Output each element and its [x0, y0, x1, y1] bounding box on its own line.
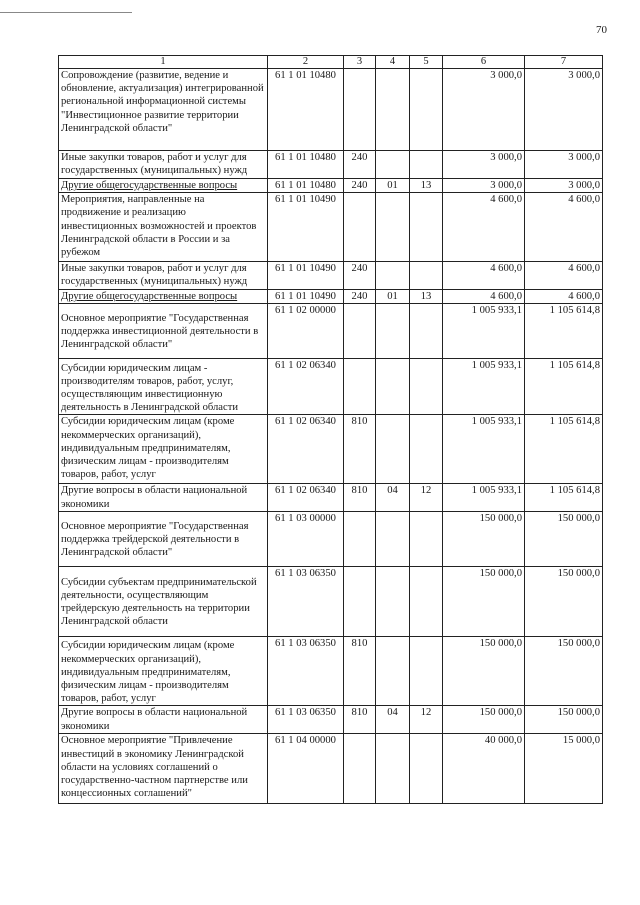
row-pr [410, 567, 443, 637]
row-vr [344, 193, 376, 262]
row-pr [410, 69, 443, 151]
row-pr: 13 [410, 290, 443, 304]
row-vr: 240 [344, 290, 376, 304]
row-sum-col7: 3 000,0 [525, 179, 603, 193]
header-cell: 7 [525, 56, 603, 69]
row-name: Мероприятия, направленные на продвижение и реализацию инвестиционных возможностей и проектов Ленинградской области в России и за рубежом [59, 193, 268, 262]
row-sum-col6: 150 000,0 [443, 512, 525, 567]
row-rz: 01 [376, 179, 410, 193]
row-rz [376, 567, 410, 637]
row-name: Иные закупки товаров, работ и услуг для государственных (муниципальных) нужд [59, 151, 268, 179]
row-sum-col7: 150 000,0 [525, 637, 603, 706]
row-sum-col7: 150 000,0 [525, 512, 603, 567]
row-pr: 13 [410, 179, 443, 193]
row-code: 61 1 01 10490 [268, 262, 344, 290]
table-row [59, 290, 603, 304]
row-rz [376, 415, 410, 484]
row-sum-col7: 150 000,0 [525, 706, 603, 734]
table-row [59, 151, 603, 179]
row-sum-col7: 1 105 614,8 [525, 304, 603, 359]
row-code: 61 1 02 06340 [268, 359, 344, 415]
row-rz [376, 637, 410, 706]
row-name: Субсидии юридическим лицам - производителям товаров, работ, услуг, осуществляющим инвестиционную деятельность в Ленинградской области [59, 359, 268, 415]
corner-rule [0, 12, 132, 13]
row-rz [376, 69, 410, 151]
row-sum-col6: 40 000,0 [443, 734, 525, 804]
row-rz [376, 151, 410, 179]
row-sum-col7: 4 600,0 [525, 262, 603, 290]
row-code: 61 1 03 00000 [268, 512, 344, 567]
row-name-text: Другие общегосударственные вопросы [61, 291, 238, 303]
row-rz: 01 [376, 290, 410, 304]
row-sum-col6: 150 000,0 [443, 567, 525, 637]
table-row [59, 359, 603, 415]
row-pr [410, 262, 443, 290]
row-sum-col6: 1 005 933,1 [443, 304, 525, 359]
header-cell: 5 [410, 56, 443, 69]
row-code: 61 1 03 06350 [268, 567, 344, 637]
row-vr: 810 [344, 484, 376, 512]
row-vr [344, 567, 376, 637]
table-row [59, 637, 603, 706]
row-sum-col6: 150 000,0 [443, 637, 525, 706]
table-row [59, 193, 603, 262]
row-vr: 810 [344, 706, 376, 734]
table-row [59, 484, 603, 512]
row-pr [410, 193, 443, 262]
row-sum-col7: 15 000,0 [525, 734, 603, 804]
table-row [59, 69, 603, 151]
row-name: Субсидии юридическим лицам (кроме некоммерческих организаций), индивидуальным предпринимателям, физическим лицам - производителям товаров, работ, услуг [59, 637, 268, 706]
row-pr [410, 734, 443, 804]
row-name: Субсидии субъектам предпринимательской деятельности, осуществляющим трейдерскую деятельность на территории Ленинградской области [59, 567, 268, 637]
row-rz [376, 304, 410, 359]
row-sum-col7: 150 000,0 [525, 567, 603, 637]
row-name: Субсидии юридическим лицам (кроме некоммерческих организаций), индивидуальным предпринимателям, физическим лицам - производителям товаров, работ, услуг [59, 415, 268, 484]
row-vr: 810 [344, 637, 376, 706]
row-pr [410, 415, 443, 484]
row-sum-col7: 4 600,0 [525, 193, 603, 262]
row-code: 61 1 02 06340 [268, 415, 344, 484]
row-name: Другие вопросы в области национальной экономики [59, 484, 268, 512]
row-rz: 04 [376, 484, 410, 512]
row-sum-col6: 3 000,0 [443, 151, 525, 179]
row-vr: 810 [344, 415, 376, 484]
row-vr [344, 512, 376, 567]
row-code: 61 1 01 10490 [268, 193, 344, 262]
row-name [59, 179, 268, 193]
row-sum-col7: 1 105 614,8 [525, 359, 603, 415]
row-sum-col7: 4 600,0 [525, 290, 603, 304]
header-cell: 4 [376, 56, 410, 69]
row-name: Основное мероприятие "Привлечение инвестиций в экономику Ленинградской области на условиях соглашений о государственно-частном партнерстве или концессионных соглашений" [59, 734, 268, 804]
row-vr: 240 [344, 151, 376, 179]
row-sum-col7: 3 000,0 [525, 151, 603, 179]
row-rz [376, 262, 410, 290]
row-pr: 12 [410, 706, 443, 734]
row-rz [376, 359, 410, 415]
row-pr [410, 304, 443, 359]
row-sum-col6: 1 005 933,1 [443, 415, 525, 484]
row-sum-col6: 150 000,0 [443, 706, 525, 734]
row-code: 61 1 02 00000 [268, 304, 344, 359]
header-row [59, 56, 603, 69]
table-row [59, 734, 603, 804]
row-code: 61 1 01 10480 [268, 69, 344, 151]
row-rz [376, 512, 410, 567]
row-sum-col7: 1 105 614,8 [525, 484, 603, 512]
table-row [59, 415, 603, 484]
row-code: 61 1 01 10490 [268, 290, 344, 304]
row-sum-col6: 4 600,0 [443, 290, 525, 304]
row-code: 61 1 02 06340 [268, 484, 344, 512]
row-pr [410, 512, 443, 567]
row-sum-col7: 3 000,0 [525, 69, 603, 151]
row-name: Иные закупки товаров, работ и услуг для государственных (муниципальных) нужд [59, 262, 268, 290]
row-name [59, 290, 268, 304]
row-pr: 12 [410, 484, 443, 512]
row-name: Другие вопросы в области национальной экономики [59, 706, 268, 734]
row-code: 61 1 01 10480 [268, 179, 344, 193]
table-row [59, 179, 603, 193]
table-row [59, 262, 603, 290]
row-rz: 04 [376, 706, 410, 734]
row-pr [410, 359, 443, 415]
row-sum-col6: 4 600,0 [443, 193, 525, 262]
row-vr [344, 304, 376, 359]
row-sum-col6: 3 000,0 [443, 69, 525, 151]
row-sum-col6: 1 005 933,1 [443, 484, 525, 512]
row-code: 61 1 04 00000 [268, 734, 344, 804]
row-vr [344, 359, 376, 415]
row-vr [344, 734, 376, 804]
header-cell: 1 [59, 56, 268, 69]
table-row [59, 304, 603, 359]
row-vr: 240 [344, 262, 376, 290]
row-sum-col6: 3 000,0 [443, 179, 525, 193]
table-row [59, 706, 603, 734]
row-sum-col7: 1 105 614,8 [525, 415, 603, 484]
row-code: 61 1 03 06350 [268, 637, 344, 706]
header-cell: 6 [443, 56, 525, 69]
row-vr: 240 [344, 179, 376, 193]
table-row [59, 512, 603, 567]
row-name: Основное мероприятие "Государственная поддержка трейдерской деятельности в Ленинградской области" [59, 512, 268, 567]
row-code: 61 1 03 06350 [268, 706, 344, 734]
row-name-text: Другие общегосударственные вопросы [61, 180, 238, 191]
row-rz [376, 734, 410, 804]
row-vr [344, 69, 376, 151]
row-pr [410, 637, 443, 706]
row-code: 61 1 01 10480 [268, 151, 344, 179]
row-sum-col6: 4 600,0 [443, 262, 525, 290]
page-number: 70 [596, 24, 607, 36]
row-rz [376, 193, 410, 262]
row-name: Сопровождение (развитие, ведение и обновление, актуализация) интегрированной региональной информационной системы "Инвестиционное развитие территории Ленинградской области" [59, 69, 268, 151]
header-cell: 3 [344, 56, 376, 69]
budget-table [58, 55, 603, 804]
table-row [59, 567, 603, 637]
row-name: Основное мероприятие "Государственная поддержка инвестиционной деятельности в Ленинградской области" [59, 304, 268, 359]
header-cell: 2 [268, 56, 344, 69]
row-sum-col6: 1 005 933,1 [443, 359, 525, 415]
row-pr [410, 151, 443, 179]
